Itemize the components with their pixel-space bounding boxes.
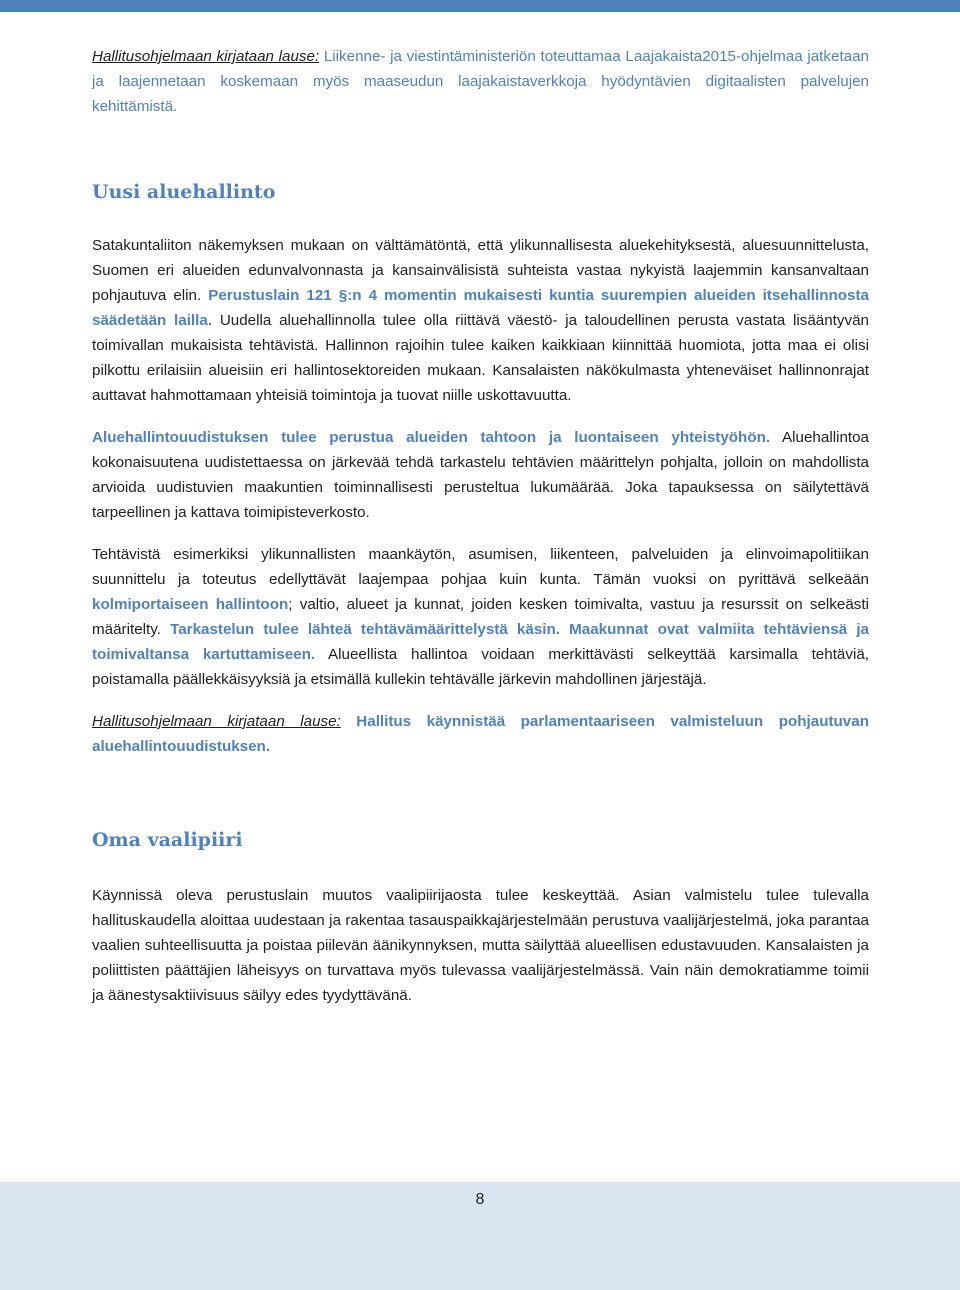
aluehallinto-paragraph-4 (92, 709, 869, 759)
para2-highlight: Aluehallintouudistuksen tulee perustua alueiden tahtoon ja luontaiseen yhteistyöhön. (92, 429, 771, 446)
document-body (92, 44, 869, 1008)
para3-text-a: Tehtävistä esimerkiksi ylikunnallisten maankäytön, asumisen, liikenteen, palveluiden ja elinvoimapolitiikan suunnittelu ja toteutus edellyttävät laajempaa pohjaa kuin kunta. Tämän vuoksi on pyrittävä selkeään (92, 546, 869, 588)
aluehallinto-paragraph-2 (92, 425, 869, 525)
intro-label: Hallitusohjelmaan kirjataan lause: (92, 48, 320, 65)
aluehallinto-paragraph-1 (92, 233, 869, 408)
aluehallinto-paragraph-3 (92, 542, 869, 692)
intro-text: Liikenne- ja viestintäministeriön toteuttamaa Laajakaista2015-ohjelmaa jatketaan ja laajennetaan koskemaan myös maaseudun laajakaistaverkkoja hyödyntävien digitaalisten palvelujen kehittämistä. (92, 48, 870, 115)
section-heading-aluehallinto: Uusi aluehallinto (92, 181, 276, 203)
para1-text-a: Satakuntaliiton näkemyksen mukaan on välttämätöntä, että ylikunnallisesta aluekehityksestä, aluesuunnittelusta, Suomen eri alueiden edunvalvonnasta ja kansainvälisistä suhteista vastaa nykyistä laajemmin kansanvaltaan pohjautuva elin. (92, 237, 869, 304)
para4-highlight: Hallitus käynnistää parlamentaariseen valmisteluun pohjautuvan aluehallintouudistuksen. (92, 713, 869, 755)
top-accent-bar (0, 0, 960, 12)
para1-text-c: Uudella aluehallinnolla tulee olla riittävä väestö- ja taloudellinen perusta vastata lisääntyvän toimivallan mukaisista tehtävistä. Hallinnon rajoihin tulee kaiken kaikkiaan kiinnittää huomiota, jotta maa ei olisi pilkottu erilaisiin alueisiin eri hallintosektoreiden mukaan. Kansalaisten näkökulmasta yhteneväiset hallinnonrajat auttavat hahmottamaan yhteisiä toimintoja ja tuovat niille uskottavuutta. (92, 312, 869, 404)
para2-text: Aluehallintoa kokonaisuutena uudistettaessa on järkevää tehdä tarkastelu tehtävien määrittelyn pohjalta, jolloin on mahdollista arvioida uudistuvien maakuntien toiminnallisesti perusteltua lukumäärää. Joka tapauksessa on säilytettävä tarpeellinen ja kattava toimipisteverkosto. (92, 429, 870, 521)
vaalipiiri-paragraph: Käynnissä oleva perustuslain muutos vaalipiirijaosta tulee keskeyttää. Asian valmistelu tulee tulevalla hallituskaudella aloittaa uudestaan ja rakentaa tasauspaikkajärjestelmään perustuva vaalijärjestelmä, joka parantaa vaalien suhteellisuutta ja poistaa piilevän äänikynnyksen, mutta säilyttää alueellisen edustavuuden. Kansalaisten ja poliittisten päättäjien läheisyys on turvattava myös tulevassa vaalijärjestelmässä. Vain näin demokratiamme toimii ja äänestysaktiivisuus säilyy edes tyydyttävänä. (92, 887, 869, 1004)
page-number: 8 (475, 1191, 485, 1208)
para3-text-c: ; valtio, alueet ja kunnat, joiden kesken toimivalta, vastuu ja resurssit on selkeästi määritelty. (92, 596, 869, 638)
para4-label: Hallitusohjelmaan kirjataan lause: (92, 713, 341, 730)
intro-paragraph (92, 44, 869, 119)
para3-highlight-1: kolmiportaiseen hallintoon (92, 596, 289, 613)
page-footer (0, 1182, 960, 1290)
section-heading-vaalipiiri: Oma vaalipiiri (92, 829, 243, 851)
para3-text-e: Alueellista hallintoa voidaan merkittävästi selkeyttää karsimalla tehtäviä, poistamalla päällekkäisyyksiä ja etsimällä kullekin tehtävälle järkevin mahdollinen järjestäjä. (92, 646, 869, 688)
para3-highlight-2: Tarkastelun tulee lähteä tehtävämäärittelystä käsin. Maakunnat ovat valmiita tehtäviensä ja toimivaltansa kartuttamiseen. (92, 621, 869, 663)
para1-highlight: Perustuslain 121 §:n 4 momentin mukaisesti kuntia suurempien alueiden itsehallinnosta säädetään lailla. (92, 287, 869, 329)
